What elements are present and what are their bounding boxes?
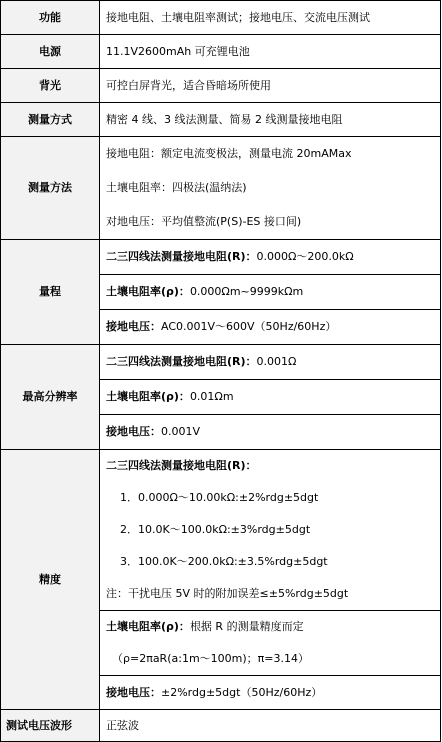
- accuracy-soil-label: 土壤电阻率(ρ)：: [106, 620, 190, 633]
- range-line: [100, 274, 440, 309]
- row-value-measure-mode: [100, 103, 441, 137]
- row-label-backlight: 背光: [1, 69, 100, 103]
- accuracy-note: 注：干扰电压 5V 时的附加误差≤±5%rdg±5dgt: [106, 587, 349, 600]
- range-line-label: 二三四线法测量接地电阻(R)：: [106, 250, 257, 263]
- row-label-resolution: 最高分辨率: [1, 345, 100, 450]
- resolution-line-value: 0.001Ω: [256, 355, 297, 368]
- accuracy-formula: （ρ=2πaR(a:1m～100m)；π=3.14）: [112, 652, 309, 665]
- row-label-waveform: 测试电压波形: [1, 710, 100, 742]
- range-line: [100, 309, 440, 344]
- measure-mode-text: 精密 4 线、3 线法测量、简易 2 线测量接地电阻: [106, 112, 343, 126]
- row-value-measure-method: [100, 137, 441, 240]
- accuracy-voltage-label: 接地电压：: [106, 685, 161, 699]
- row-label-range: 量程: [1, 240, 100, 345]
- measure-method-line: 接地电阻：额定电流变极法，测量电流 20mAMax: [106, 147, 352, 160]
- accuracy-voltage-value: ±2%rdg±5dgt（50Hz/60Hz）: [161, 685, 323, 699]
- row-label-function: 功能: [1, 1, 100, 35]
- table-row: [1, 35, 441, 69]
- row-value-range: [100, 240, 441, 345]
- accuracy-soil: [100, 610, 440, 643]
- resolution-line-label: 接地电压：: [106, 425, 161, 438]
- table-row: [1, 710, 441, 742]
- table-row: [1, 103, 441, 137]
- row-value-power: [100, 35, 441, 69]
- range-line-label: 土壤电阻率(ρ)：: [106, 285, 190, 298]
- resolution-line-label: 土壤电阻率(ρ)：: [106, 390, 190, 403]
- table-row: [1, 345, 441, 450]
- row-label-power: 电源: [1, 35, 100, 69]
- table-row: [1, 137, 441, 240]
- accuracy-item: 3．100.0K～200.0kΩ:±3.5%rdg±5dgt: [120, 555, 328, 568]
- resolution-line-value: 0.01Ωm: [189, 390, 234, 403]
- accuracy-head-label: 二三四线法测量接地电阻(R)：: [106, 459, 257, 472]
- row-label-accuracy: 精度: [1, 450, 100, 710]
- resolution-line: [106, 345, 434, 379]
- range-line-label: 接地电压：: [106, 320, 161, 333]
- measure-method-line: [106, 205, 434, 239]
- function-text: 接地电阻、土壤电阻率测试；接地电压、交流电压测试: [106, 10, 370, 24]
- accuracy-head: [106, 450, 434, 482]
- row-value-accuracy: [100, 450, 441, 710]
- row-label-measure-method: 测量方法: [1, 137, 100, 240]
- measure-method-line: 土壤电阻率：四极法(温纳法): [106, 181, 247, 194]
- range-line: [106, 240, 434, 274]
- row-value-waveform: [100, 710, 441, 742]
- resolution-line-value: 0.001V: [161, 425, 201, 438]
- resolution-line: [100, 414, 440, 449]
- table-row: [1, 450, 441, 710]
- table-row: [1, 69, 441, 103]
- row-value-backlight: [100, 69, 441, 103]
- measure-method-line-3: 对地电压：平均值整流(P(S)-ES 接口间): [106, 215, 302, 228]
- accuracy-voltage: [100, 675, 440, 709]
- accuracy-item: 2．10.0K～100.0kΩ:±3%rdg±5dgt: [120, 523, 311, 536]
- accuracy-item: 1．0.000Ω～10.00kΩ:±2%rdg±5dgt: [120, 491, 319, 504]
- table-row: [1, 240, 441, 345]
- waveform-text: 正弦波: [106, 718, 139, 732]
- accuracy-soil-value: 根据 R 的测量精度而定: [189, 620, 304, 633]
- range-line-value: 0.000Ωm~9999kΩm: [189, 285, 304, 298]
- power-text: 11.1V2600mAh 可充锂电池: [106, 44, 250, 58]
- resolution-line: [100, 379, 440, 414]
- row-label-measure-mode: 测量方式: [1, 103, 100, 137]
- backlight-text: 可控白屏背光，适合昏暗场所使用: [106, 78, 271, 92]
- range-line-value: 0.000Ω～200.0kΩ: [256, 250, 354, 263]
- row-value-resolution: [100, 345, 441, 450]
- table-row: [1, 1, 441, 35]
- row-value-function: [100, 1, 441, 35]
- range-line-value: AC0.001V～600V（50Hz/60Hz）: [161, 320, 337, 333]
- resolution-line-label: 二三四线法测量接地电阻(R)：: [106, 355, 257, 368]
